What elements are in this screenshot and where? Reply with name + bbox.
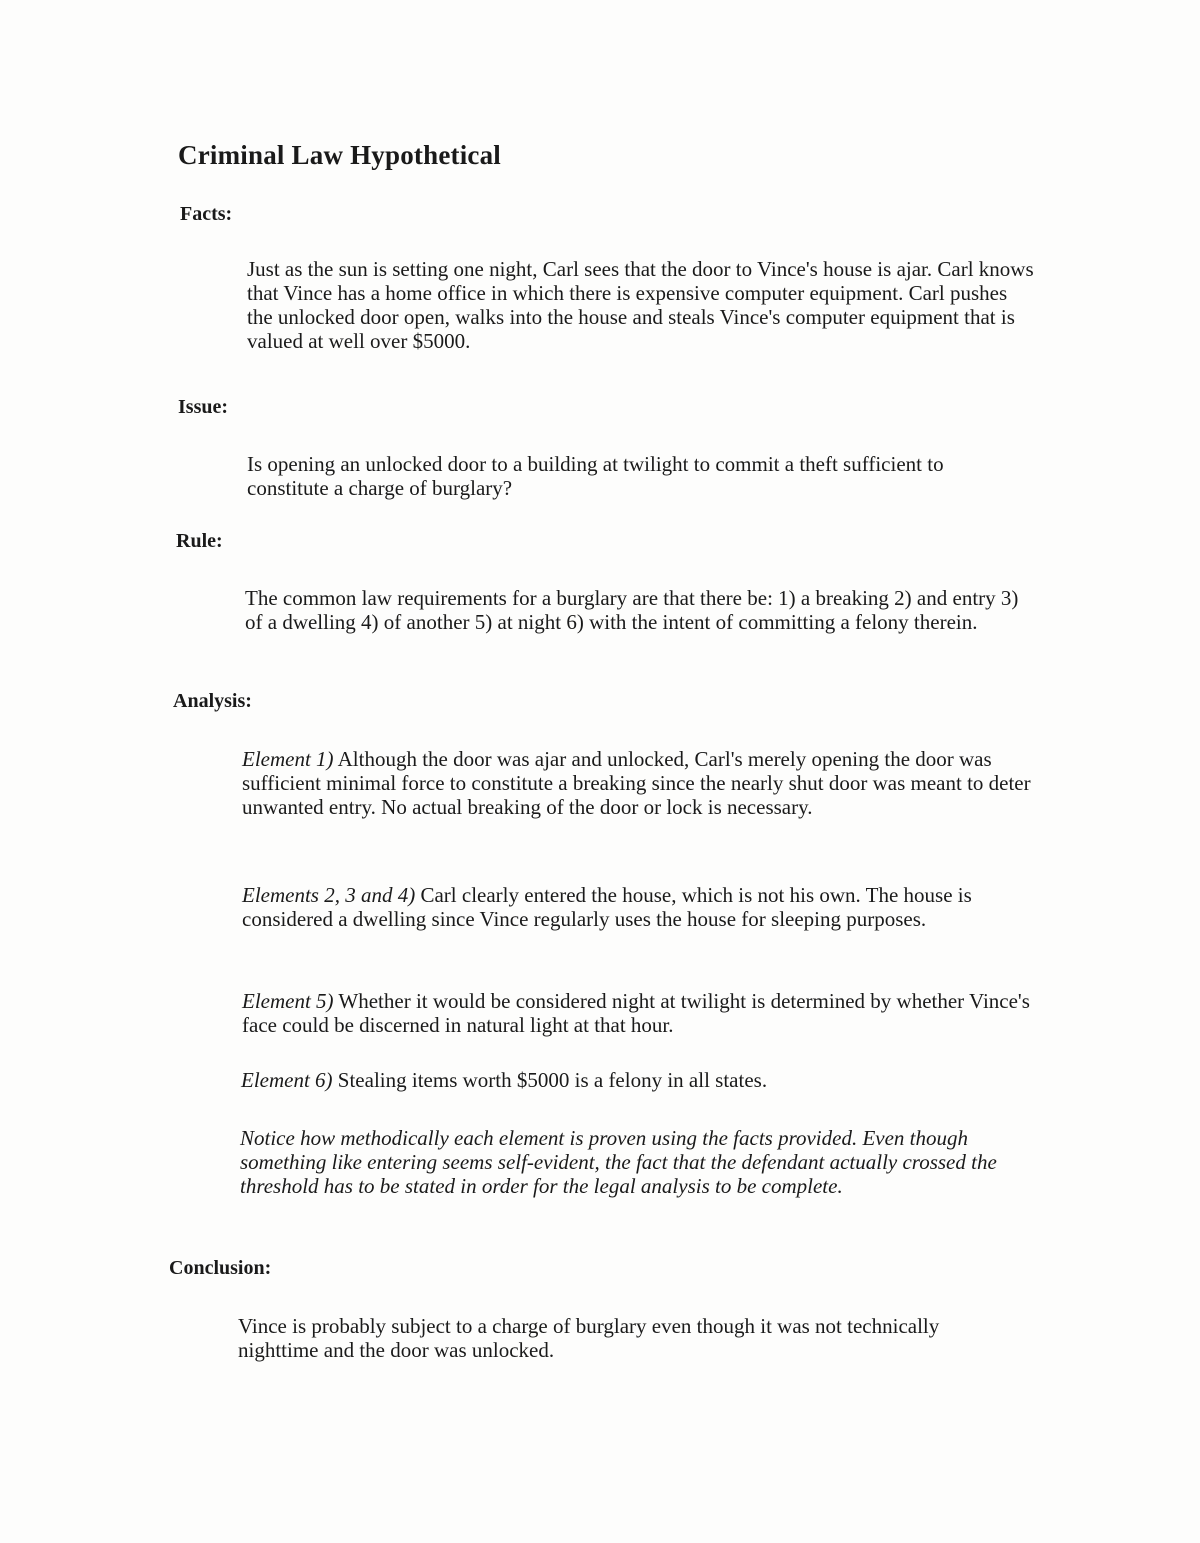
conclusion-text: Vince is probably subject to a charge of burglary even though it was not technically nighttime and the door was unlocked.	[238, 1314, 940, 1362]
rule-heading: Rule:	[176, 530, 223, 552]
analysis-elements-2-3-4	[242, 883, 1032, 931]
issue-text: Is opening an unlocked door to a building at twilight to commit a theft sufficient to constitute a charge of burglary?	[247, 452, 944, 500]
element-text: Carl clearly entered the house, which is not his own. The house is considered a dwelling since Vince regularly uses the house for sleeping purposes.	[242, 883, 972, 931]
analysis-element-6	[241, 1068, 1031, 1092]
analysis-element-1	[242, 747, 1032, 819]
element-label: Element 6)	[241, 1068, 333, 1092]
facts-text: Just as the sun is setting one night, Carl sees that the door to Vince's house is ajar. Carl knows that Vince has a home office in which there is expensive computer equipment. Carl pushes the unlocked door open, walks into the house and steals Vince's computer equipment that is valued at well over $5000.	[247, 257, 1034, 353]
issue-heading: Issue:	[178, 396, 229, 418]
rule-text: The common law requirements for a burglary are that there be: 1) a breaking 2) and entry 3) of a dwelling 4) of another 5) at night 6) with the intent of committing a felony therein.	[245, 586, 1019, 634]
analysis-element-5	[242, 989, 1032, 1037]
document-title: Criminal Law Hypothetical	[178, 140, 501, 170]
analysis-note: Notice how methodically each element is proven using the facts provided. Even though something like entering seems self-evident, the fact that the defendant actually crossed the threshold has to be stated in order for the legal analysis to be complete.	[240, 1126, 997, 1198]
element-label: Element 1)	[242, 747, 334, 771]
analysis-heading: Analysis:	[173, 690, 252, 712]
conclusion-heading: Conclusion:	[169, 1257, 272, 1279]
element-text: Stealing items worth $5000 is a felony in all states.	[332, 1068, 768, 1092]
element-text: Whether it would be considered night at twilight is determined by whether Vince's face could be discerned in natural light at that hour.	[242, 989, 1030, 1037]
element-label: Element 5)	[242, 989, 334, 1013]
element-text: Although the door was ajar and unlocked, Carl's merely opening the door was sufficient minimal force to constitute a breaking since the nearly shut door was meant to deter unwanted entry. No actual breaking of the door or lock is necessary.	[242, 747, 1031, 819]
facts-heading: Facts:	[180, 203, 233, 225]
element-label: Elements 2, 3 and 4)	[242, 883, 416, 907]
